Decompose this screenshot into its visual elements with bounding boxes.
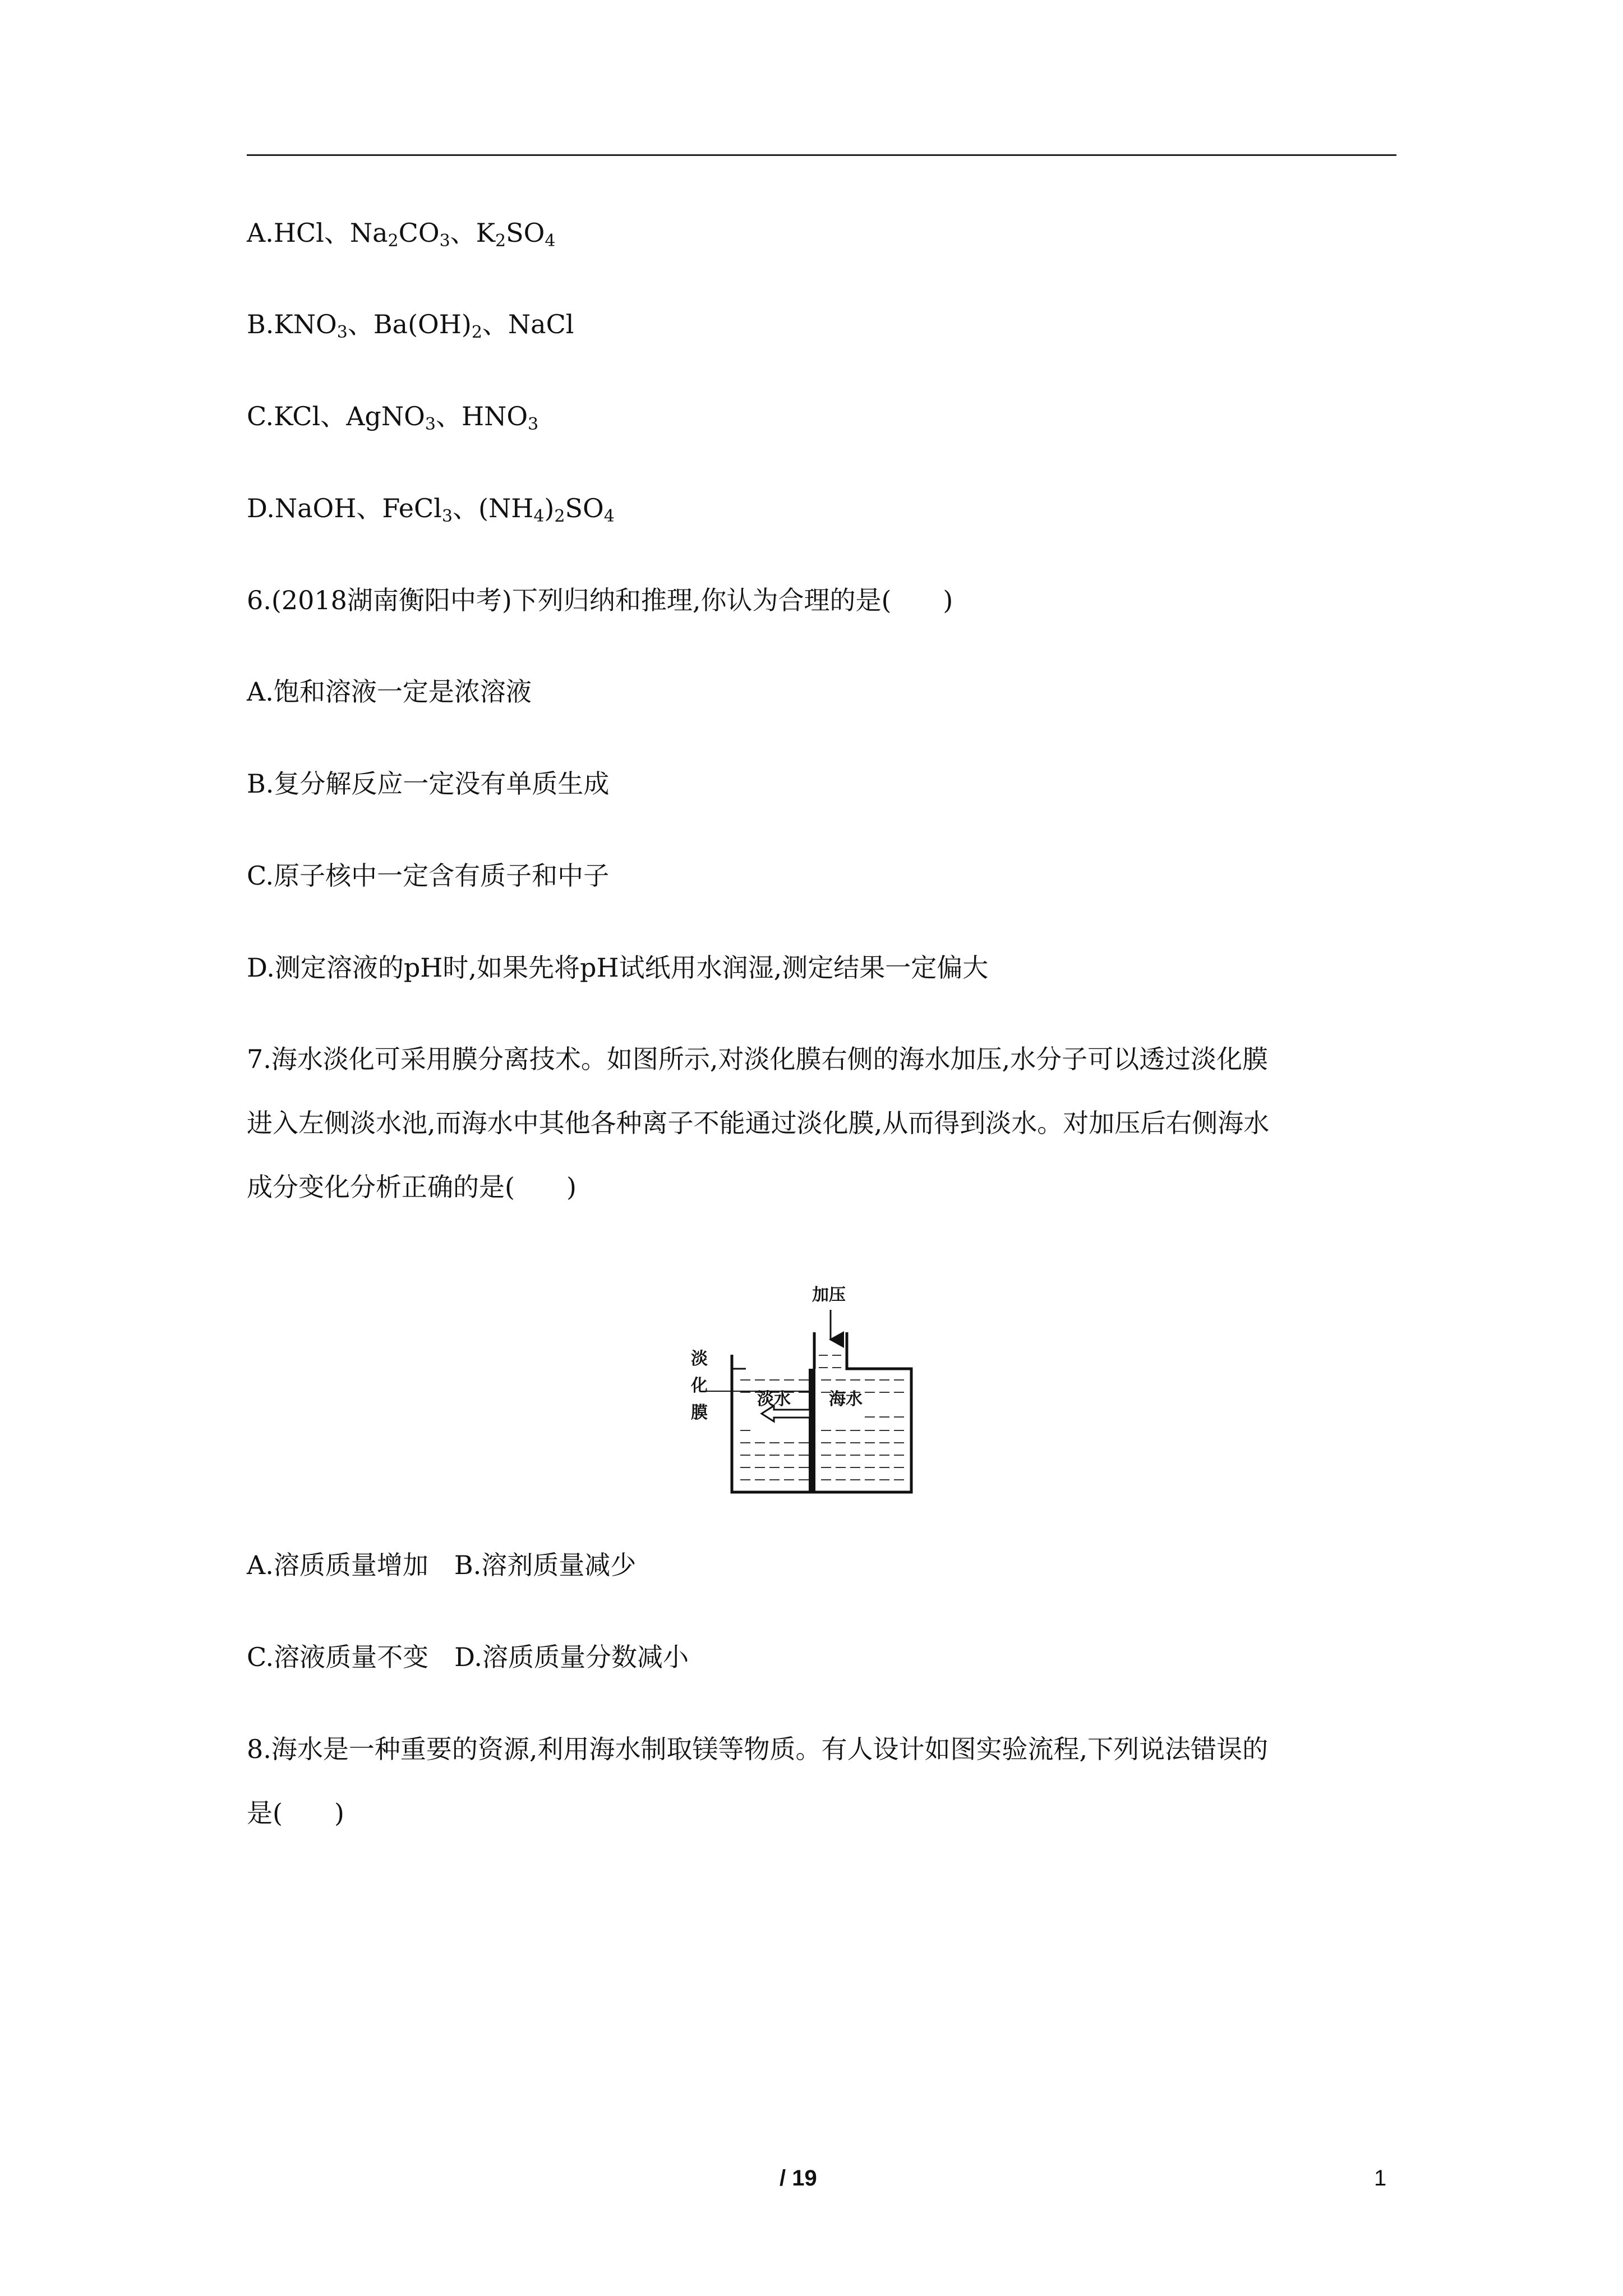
membrane-label-3: 膜 [691,1403,708,1423]
page-number: 1 [1374,2166,1387,2191]
q7-options-line-1: A.溶质质量增加 B.溶剂质量减少 [247,1550,637,1580]
q7-options-line-2: C.溶液质量不变 D.溶质质量分数减小 [247,1642,689,1672]
membrane-desalination-figure [684,1279,953,1498]
sea-water-label: 海水 [829,1389,863,1409]
membrane-label-2: 化 [691,1376,708,1396]
q5-option-b: $B.KNO_3$、$Ba(OH)_2$、NaCl [247,309,574,342]
q7-stem-line-3: 成分变化分析正确的是( ) [247,1172,577,1202]
q7-stem-line-1: 7.海水淡化可采用膜分离技术。如图所示,对淡化膜右侧的海水加压,水分子可以透过淡化膜 [247,1044,1269,1074]
q6-option-a: A.饱和溶液一定是浓溶液 [247,677,532,707]
pressure-label: 加压 [812,1285,846,1305]
page-total: / 19 [780,2166,817,2191]
q6-option-c: C.原子核中一定含有质子和中子 [247,861,610,891]
q8-stem-line-1: 8.海水是一种重要的资源,利用海水制取镁等物质。有人设计如图实验流程,下列说法错误的 [247,1734,1269,1764]
q5-option-c: C.KCl、AgNO$_3$、$HNO_3$ [247,401,539,434]
q6-option-d: D.测定溶液的pH时,如果先将pH试纸用水润湿,测定结果一定偏大 [247,953,989,983]
q8-stem-line-2: 是( ) [247,1798,344,1828]
header-rule [247,154,1396,156]
fresh-water-label: 淡水 [757,1389,791,1409]
q6-option-b: B.复分解反应一定没有单质生成 [247,769,610,799]
membrane-label-1: 淡 [691,1349,708,1369]
q5-option-d: D.NaOH、FeCl$_3$、$(NH_4)_2SO_4$ [247,493,615,526]
q5-option-a: A.HCl、$Na_2CO_3$、$K_2SO_4$ [247,218,556,251]
q7-stem-line-2: 进入左侧淡水池,而海水中其他各种离子不能通过淡化膜,从而得到淡水。对加压后右侧海水 [247,1108,1270,1138]
q6-stem: 6.(2018湖南衡阳中考)下列归纳和推理,你认为合理的是( ) [247,585,953,615]
